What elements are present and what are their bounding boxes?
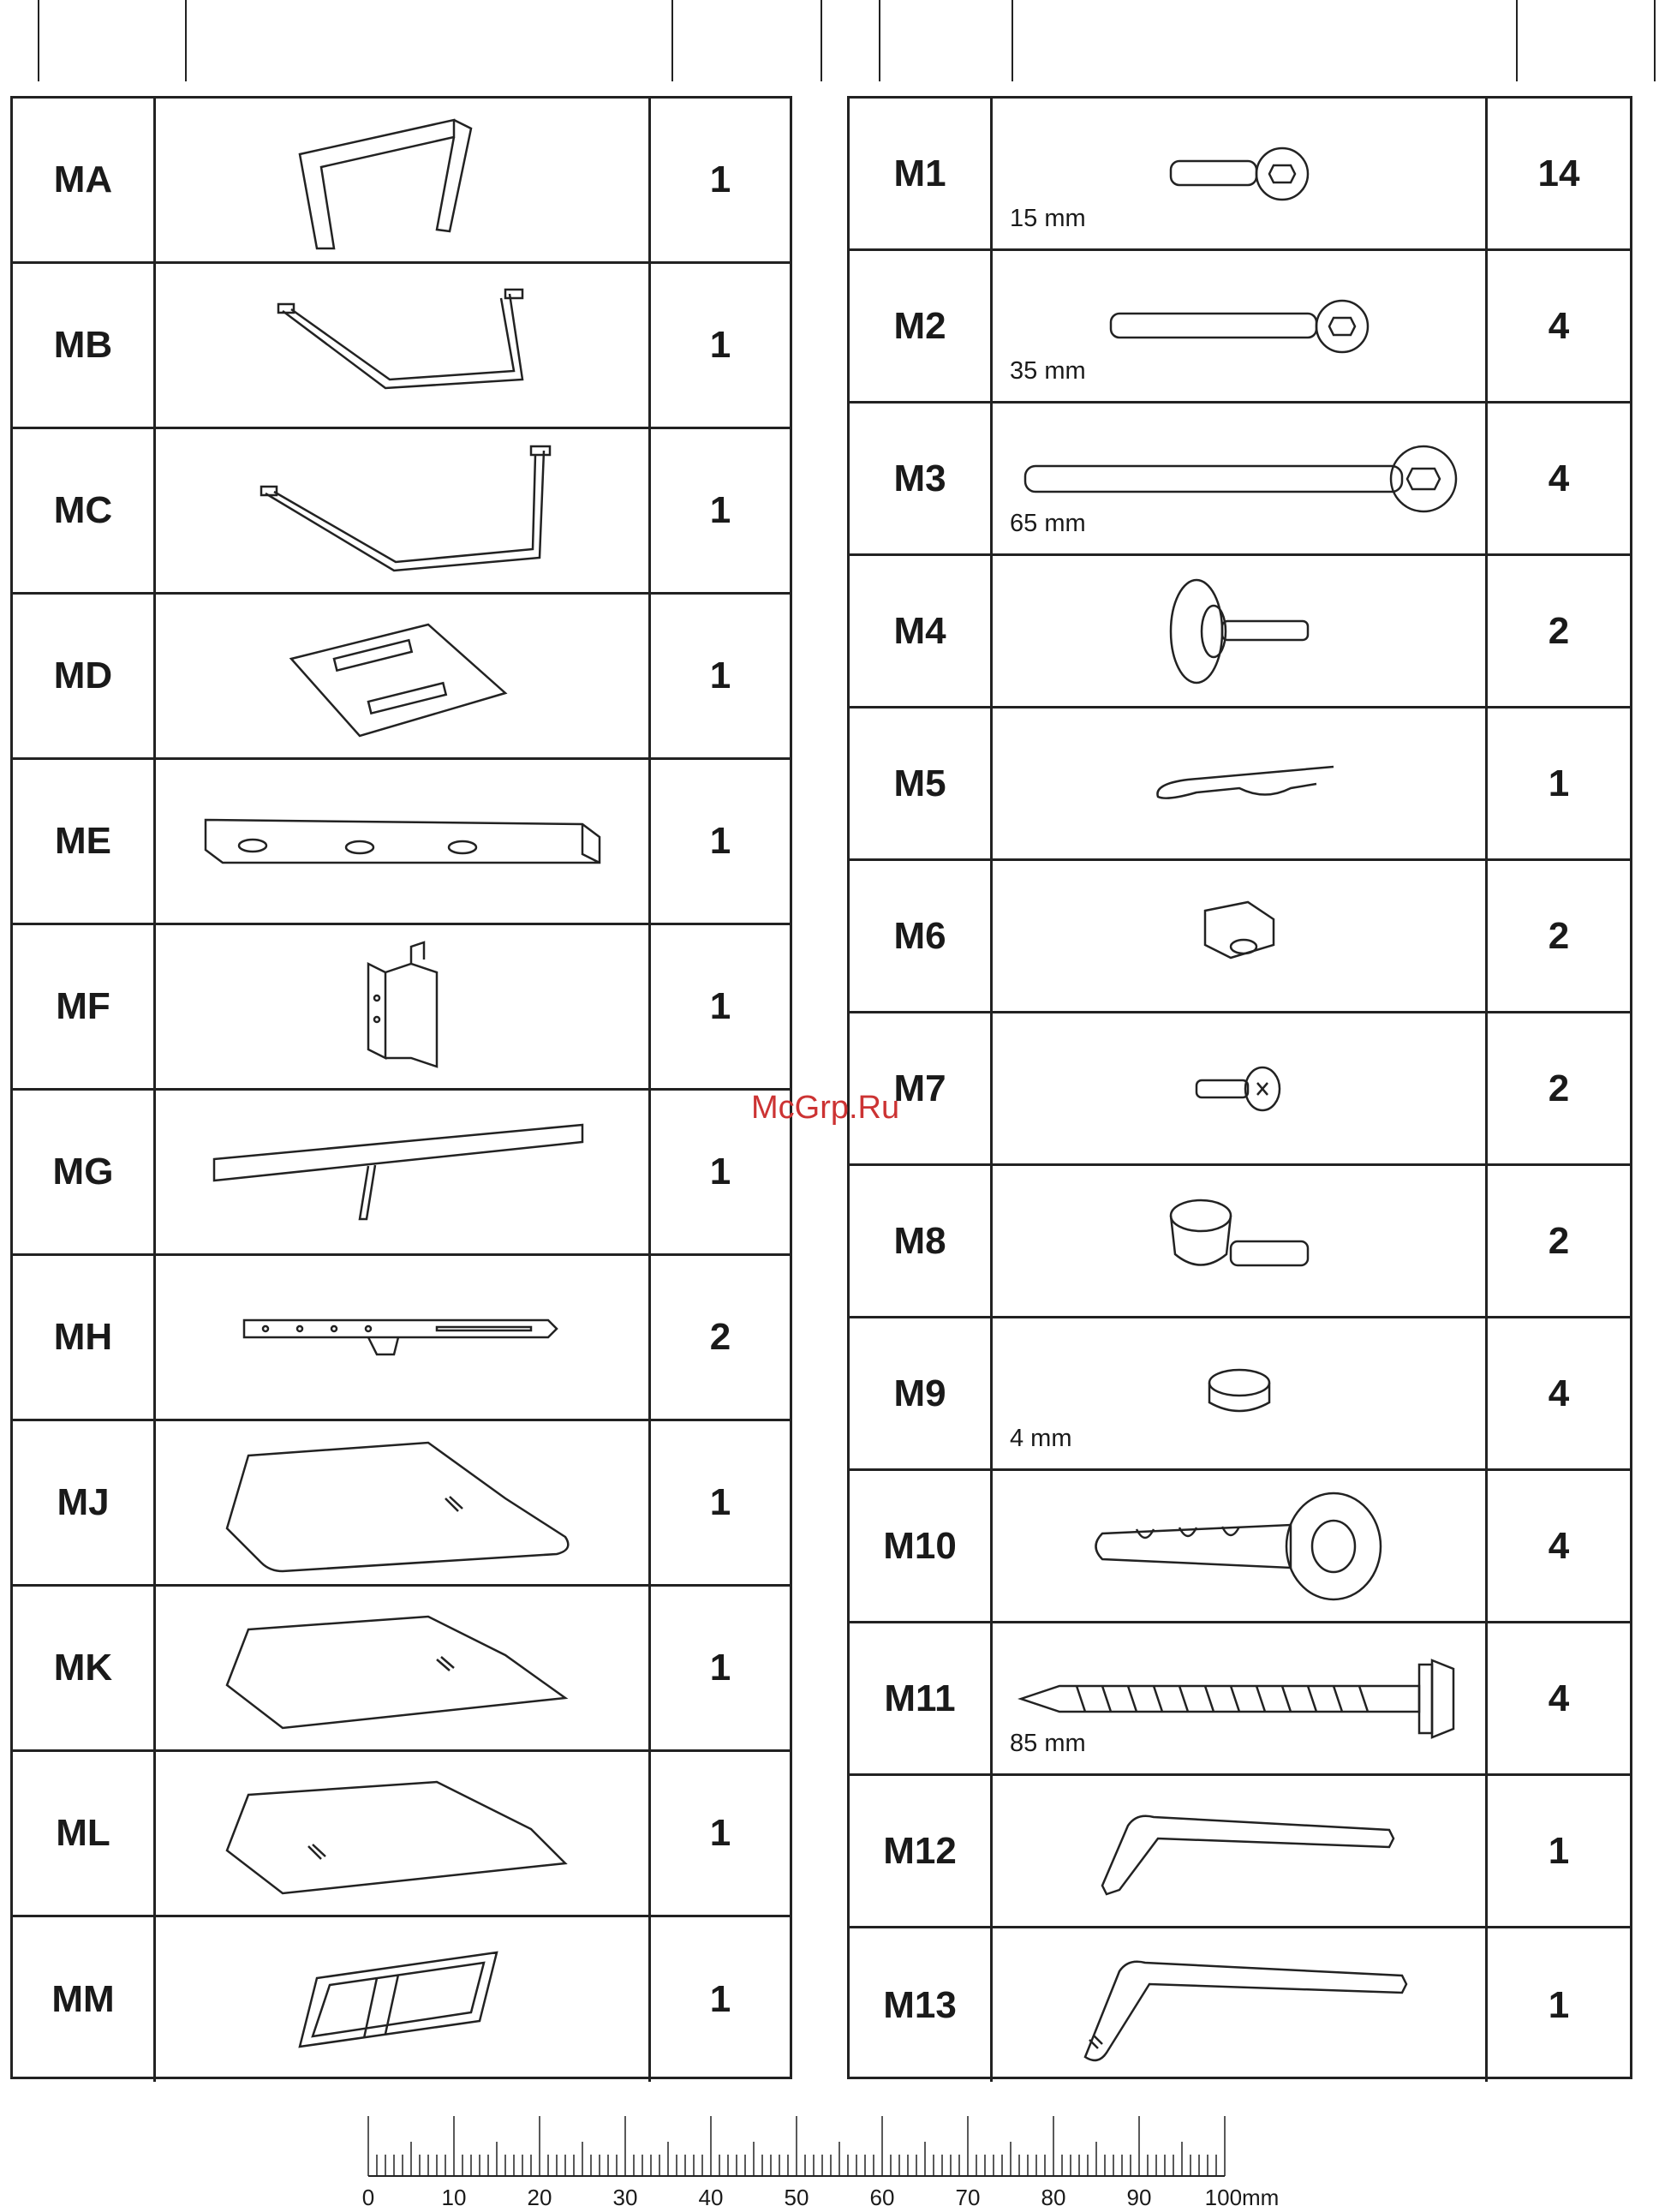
part-code: MK [13, 1587, 156, 1749]
beam-with-post-icon [156, 1091, 651, 1253]
ruler-label-80: 80 [1041, 2185, 1066, 2210]
table-row [850, 99, 1630, 251]
part-code: MA [13, 99, 156, 261]
right-header-frame [879, 0, 1656, 81]
table-row [850, 1623, 1630, 1776]
ruler-label-30: 30 [612, 2185, 638, 2210]
long-bent-bracket-frame-icon [156, 429, 651, 592]
table-row [13, 925, 790, 1091]
left-parts-table [10, 96, 792, 2079]
table-row [13, 595, 790, 760]
table-row [13, 1587, 790, 1752]
part-code: M11 [850, 1623, 993, 1773]
hinge-bracket-icon [156, 925, 651, 1088]
part-quantity: 2 [1548, 1219, 1570, 1262]
part-code: MF [13, 925, 156, 1088]
table-row [850, 1471, 1630, 1623]
ruler-scale [360, 2116, 1250, 2185]
part-code: ME [13, 760, 156, 923]
table-row [850, 1318, 1630, 1471]
part-code: M12 [850, 1776, 993, 1926]
part-quantity: 1 [709, 655, 731, 696]
part-quantity: 14 [1537, 152, 1580, 194]
part-quantity: 4 [1548, 1524, 1570, 1567]
part-quantity: 4 [1548, 304, 1570, 347]
glass-shelf-medium-icon [156, 1587, 651, 1749]
cam-connector-icon [993, 1166, 1488, 1316]
part-code: M6 [850, 861, 993, 1011]
leveling-foot-icon [993, 556, 1488, 706]
table-row [13, 429, 790, 595]
short-bolt-icon [993, 99, 1488, 248]
table-row [13, 264, 790, 429]
part-quantity: 1 [709, 489, 731, 531]
table-row [13, 1917, 790, 2082]
table-row [13, 1752, 790, 1917]
part-quantity: 2 [1548, 914, 1570, 957]
part-quantity: 1 [1548, 1829, 1570, 1872]
part-code: M7 [850, 1013, 993, 1163]
part-quantity: 1 [709, 324, 731, 366]
left-header-frame [38, 0, 822, 81]
part-code: M4 [850, 556, 993, 706]
table-row [850, 861, 1630, 1013]
ruler-label-90: 90 [1126, 2185, 1152, 2210]
part-code: ML [13, 1752, 156, 1915]
part-code: MD [13, 595, 156, 757]
table-row [850, 708, 1630, 861]
part-quantity: 1 [709, 1151, 731, 1193]
part-quantity: 1 [709, 1978, 731, 2020]
part-code: M10 [850, 1471, 993, 1621]
part-code: M5 [850, 708, 993, 858]
table-row [13, 760, 790, 925]
watermark-text: McGrp.Ru [751, 1090, 900, 1126]
cable-clip-icon [993, 708, 1488, 858]
part-code: M9 [850, 1318, 993, 1468]
dimension-label: 85 mm [1010, 1730, 1086, 1757]
part-code: MH [13, 1256, 156, 1419]
part-quantity: 1 [1548, 762, 1570, 804]
dimension-label: 35 mm [1010, 357, 1086, 385]
part-quantity: 1 [709, 985, 731, 1027]
rectangular-beam-icon [156, 760, 651, 923]
table-row [850, 404, 1630, 556]
glass-shelf-large-icon [156, 1421, 651, 1584]
ruler-label-20: 20 [527, 2185, 552, 2210]
slotted-rail-icon [156, 1256, 651, 1419]
part-quantity: 4 [1548, 1372, 1570, 1414]
screwdriver-key-icon [993, 1928, 1488, 2082]
lag-screw-icon [993, 1623, 1488, 1773]
part-quantity: 1 [1548, 1983, 1570, 2026]
dimension-label: 4 mm [1010, 1425, 1072, 1452]
bumper-pad-icon [993, 1318, 1488, 1468]
part-code: M13 [850, 1928, 993, 2082]
ruler-label-50: 50 [784, 2185, 809, 2210]
part-quantity: 1 [709, 1647, 731, 1689]
shelf-clip-icon [993, 861, 1488, 1011]
table-row [850, 1013, 1630, 1166]
part-code: M2 [850, 251, 993, 401]
part-quantity: 2 [1548, 1067, 1570, 1109]
table-row [13, 1256, 790, 1421]
part-quantity: 4 [1548, 457, 1570, 499]
medium-bolt-icon [993, 251, 1488, 401]
ruler-label-70: 70 [955, 2185, 981, 2210]
part-code: MC [13, 429, 156, 592]
table-row [850, 1776, 1630, 1928]
table-row [850, 1166, 1630, 1318]
part-code: M3 [850, 404, 993, 553]
part-quantity: 4 [1548, 1677, 1570, 1719]
long-bolt-icon [993, 404, 1488, 553]
allen-key-icon [993, 1776, 1488, 1926]
dimension-label: 65 mm [1010, 510, 1086, 537]
part-code: MM [13, 1917, 156, 2082]
part-quantity: 1 [709, 158, 731, 200]
ruler-label-40: 40 [698, 2185, 724, 2210]
part-quantity: 2 [1548, 609, 1570, 652]
small-screw-icon [993, 1013, 1488, 1163]
table-row [850, 251, 1630, 404]
part-code: MG [13, 1091, 156, 1253]
part-quantity: 2 [709, 1316, 731, 1358]
ruler-label-10: 10 [441, 2185, 467, 2210]
table-row [850, 556, 1630, 708]
table-leg-frame-icon [156, 99, 651, 261]
measurement-ruler [360, 2116, 1280, 2210]
wall-plug-icon [993, 1471, 1488, 1621]
part-quantity: 1 [709, 820, 731, 862]
glass-shelf-small-icon [156, 1752, 651, 1915]
part-code: MJ [13, 1421, 156, 1584]
frame-bracket-icon [156, 1917, 651, 2082]
ruler-label-0: 0 [361, 2185, 375, 2210]
part-quantity: 1 [709, 1812, 731, 1854]
table-row [13, 99, 790, 264]
ruler-label-100: 100mm [1204, 2185, 1280, 2210]
dimension-label: 15 mm [1010, 205, 1086, 232]
mounting-plate-icon [156, 595, 651, 757]
ruler-label-60: 60 [869, 2185, 895, 2210]
bent-bracket-frame-icon [156, 264, 651, 427]
part-quantity: 1 [709, 1481, 731, 1523]
table-row [13, 1091, 790, 1256]
table-row [850, 1928, 1630, 2082]
table-row [13, 1421, 790, 1587]
part-code: M1 [850, 99, 993, 248]
right-parts-table [847, 96, 1632, 2079]
part-code: MB [13, 264, 156, 427]
part-code: M8 [850, 1166, 993, 1316]
